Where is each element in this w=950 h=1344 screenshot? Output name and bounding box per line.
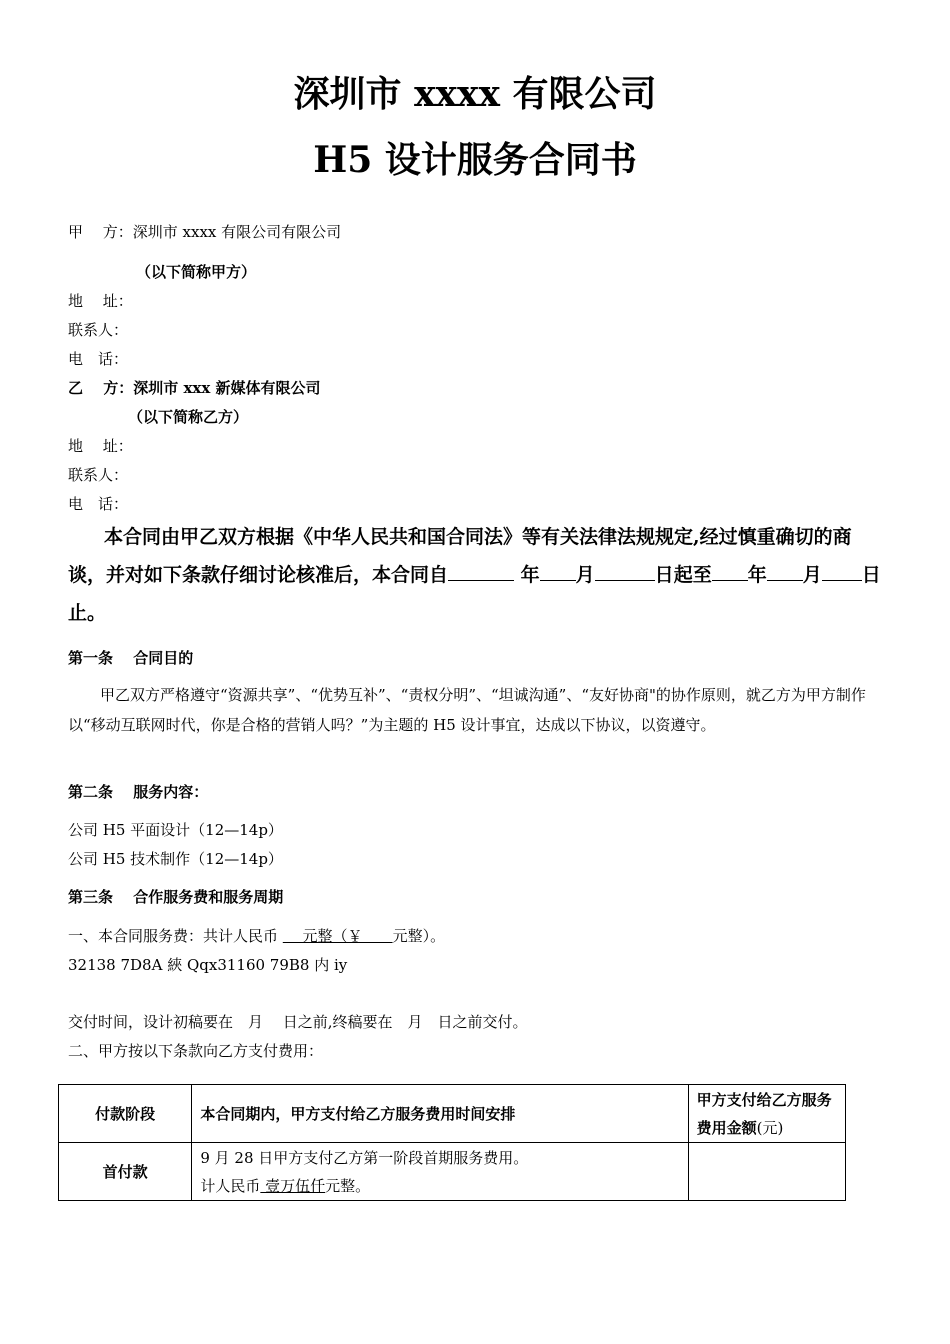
article-1-body: 甲乙双方严格遵守“资源共享”、“优势互补”、“责权分明”、“坦诚沟通”、“友好协商"的协作原则，就乙方为甲方制作以“移动互联网时代，你是合格的营销人吗？”为主题的 H5 设计事宜，达成以下协议，以资遵守。 <box>68 686 866 734</box>
intro-month-1: 月 <box>575 564 595 586</box>
service-item-1: 公司 H5 平面设计（12—14p） <box>68 821 283 839</box>
intro-year-1: 年 <box>520 564 540 586</box>
header-amount-unit: (元) <box>756 1118 784 1137</box>
article-2-heading: 第二条 服务内容： <box>68 783 209 801</box>
garbled-line: 32138 7D8A 綊 Qqx31160 79B8 内 iy <box>68 956 348 974</box>
party-a-address: 地 址： <box>68 292 133 310</box>
header-amount-label: 甲方支付给乙方服务费用金额 <box>696 1090 832 1137</box>
intro-day-1: 日 <box>654 564 674 586</box>
party-b-phone: 电 话： <box>68 495 129 513</box>
party-b-alias: （以下简称乙方） <box>128 408 249 426</box>
header-amount <box>688 1085 845 1143</box>
party-b-label: 乙 方： <box>68 379 134 397</box>
party-a-alias: （以下简称甲方） <box>136 263 257 281</box>
party-a-line <box>68 222 341 242</box>
row-schedule-suffix: 元整。 <box>325 1176 371 1195</box>
party-a-contact: 联系人： <box>68 321 129 339</box>
blank-end-day[interactable] <box>822 558 862 581</box>
party-b-name: 深圳市 xxx 新媒体有限公司 <box>133 379 321 397</box>
row-schedule-line-1: 9 月 28 日甲方支付乙方第一阶段首期服务费用。 <box>200 1148 529 1167</box>
intro-paragraph <box>68 518 888 632</box>
intro-text: 本合同由甲乙双方根据《中华人民共和国合同法》等有关法律法规规定,经过慎重确切的商谈，并对如下条款仔细讨论核准后，本合同自 <box>68 526 852 586</box>
blank-end-month[interactable] <box>767 558 803 581</box>
fee-prefix: 一、本合同服务费：共计人民币 <box>68 927 283 945</box>
row-schedule-amount: 壹万伍仟 <box>260 1176 326 1195</box>
table-row <box>59 1143 846 1201</box>
contract-title: H5 设计服务合同书 <box>313 139 637 181</box>
row-schedule-line-2 <box>200 1172 679 1200</box>
party-a-name: 深圳市 xxxx 有限公司有限公司 <box>132 223 342 241</box>
row-schedule <box>192 1143 688 1201</box>
delivery-line: 交付时间，设计初稿要在 月 日之前,终稿要在 月 日之前交付。 <box>68 1013 528 1031</box>
intro-day-2: 日止。 <box>68 564 881 624</box>
row-stage: 首付款 <box>59 1143 192 1201</box>
intro-until: 起至 <box>673 564 712 586</box>
party-b-line <box>68 378 321 398</box>
article-1-heading: 第一条 合同目的 <box>68 649 194 667</box>
fee-line <box>68 926 445 946</box>
intro-year-2: 年 <box>747 564 767 586</box>
header-schedule: 本合同期内，甲方支付给乙方服务费用时间安排 <box>192 1085 688 1143</box>
service-item-2: 公司 H5 技术制作（12—14p） <box>68 850 283 868</box>
payment-table <box>58 1084 846 1201</box>
party-b-address: 地 址： <box>68 437 133 455</box>
table-header-row <box>59 1085 846 1143</box>
row-amount[interactable] <box>688 1143 845 1201</box>
payment-intro: 二、甲方按以下条款向乙方支付费用： <box>68 1042 324 1060</box>
intro-month-2: 月 <box>802 564 822 586</box>
company-title: 深圳市 xxxx 有限公司 <box>293 73 657 115</box>
row-schedule-prefix: 计人民币 <box>200 1176 261 1195</box>
header-stage: 付款阶段 <box>59 1085 192 1143</box>
blank-end-year[interactable] <box>712 558 748 581</box>
blank-start-day[interactable] <box>595 558 655 581</box>
party-a-phone: 电 话： <box>68 350 129 368</box>
fee-underlined: 元整（￥ <box>282 927 393 945</box>
fee-suffix: 元整）。 <box>392 927 446 945</box>
article-3-heading: 第三条 合作服务费和服务周期 <box>68 888 284 906</box>
party-a-label: 甲 方： <box>68 223 133 241</box>
blank-start-month[interactable] <box>540 558 576 581</box>
party-b-contact: 联系人： <box>68 466 129 484</box>
blank-start-year[interactable] <box>448 558 514 581</box>
